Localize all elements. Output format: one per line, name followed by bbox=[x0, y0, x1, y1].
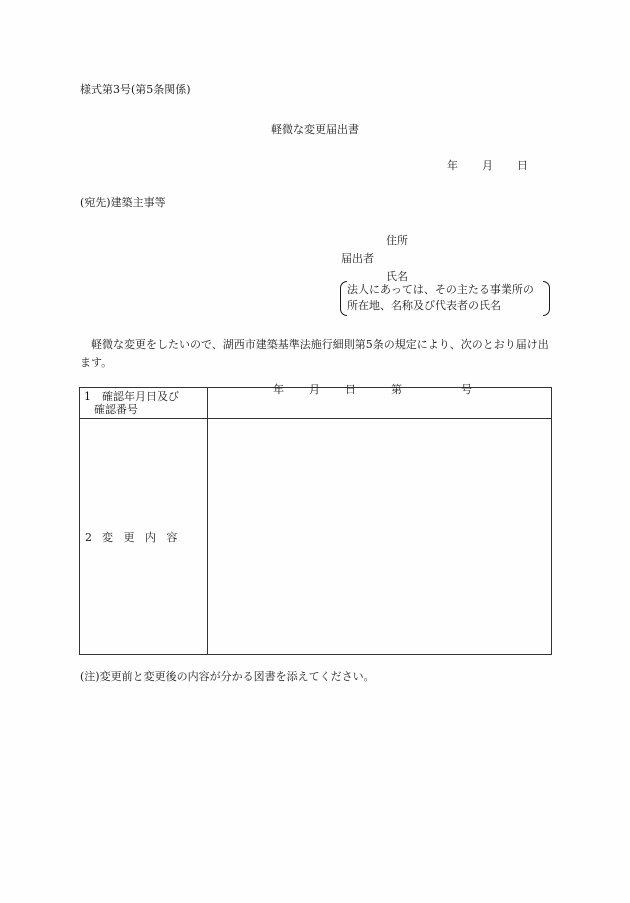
confirmation-day-label: 日 bbox=[345, 383, 356, 396]
footnote: (注)変更前と変更後の内容が分かる図書を添えてください。 bbox=[80, 670, 375, 683]
left-bracket bbox=[340, 281, 347, 316]
change-content-label: 変更内容 bbox=[102, 530, 188, 544]
notifier-label: 届出者 bbox=[341, 252, 374, 265]
corporate-note-line1: 法人にあっては、その主たる事業所の bbox=[347, 283, 534, 296]
address-label: 住所 bbox=[386, 234, 408, 247]
main-table bbox=[79, 383, 552, 655]
change-content-label-cell bbox=[80, 419, 208, 655]
table-row bbox=[80, 419, 552, 655]
confirmation-value-cell[interactable] bbox=[208, 383, 552, 419]
confirmation-label-cell bbox=[80, 388, 208, 419]
corporate-note-line2: 所在地、名称及び代表者の氏名 bbox=[347, 299, 501, 312]
document-title: 軽微な変更届出書 bbox=[271, 123, 359, 136]
change-content-number: 2 bbox=[85, 530, 92, 544]
date-line bbox=[447, 157, 528, 173]
confirmation-go-label: 号 bbox=[461, 383, 472, 396]
right-bracket bbox=[543, 281, 550, 316]
confirmation-dai-label: 第 bbox=[391, 383, 402, 396]
change-content-value-cell[interactable] bbox=[208, 419, 552, 655]
addressee: (宛先)建築主事等 bbox=[80, 196, 166, 209]
corporate-note-text bbox=[347, 282, 534, 314]
name-label: 氏名 bbox=[386, 270, 408, 283]
form-number: 様式第3号(第5条関係) bbox=[80, 83, 191, 96]
confirmation-label-line1: 1 確認年月日及び bbox=[84, 390, 179, 403]
confirmation-label-line2: 確認番号 bbox=[94, 403, 138, 416]
date-year-label: 年 bbox=[447, 159, 458, 172]
corporate-note bbox=[340, 280, 550, 317]
date-month-label: 月 bbox=[482, 159, 493, 172]
date-day-label: 日 bbox=[517, 159, 528, 172]
statement-text: 軽微な変更をしたいので、湖西市建築基準法施行細則第5条の規定により、次のとおり届け出ます。 bbox=[80, 338, 549, 369]
table-row bbox=[80, 388, 552, 419]
confirmation-month-label: 月 bbox=[309, 383, 320, 396]
confirmation-year-label: 年 bbox=[273, 383, 284, 396]
